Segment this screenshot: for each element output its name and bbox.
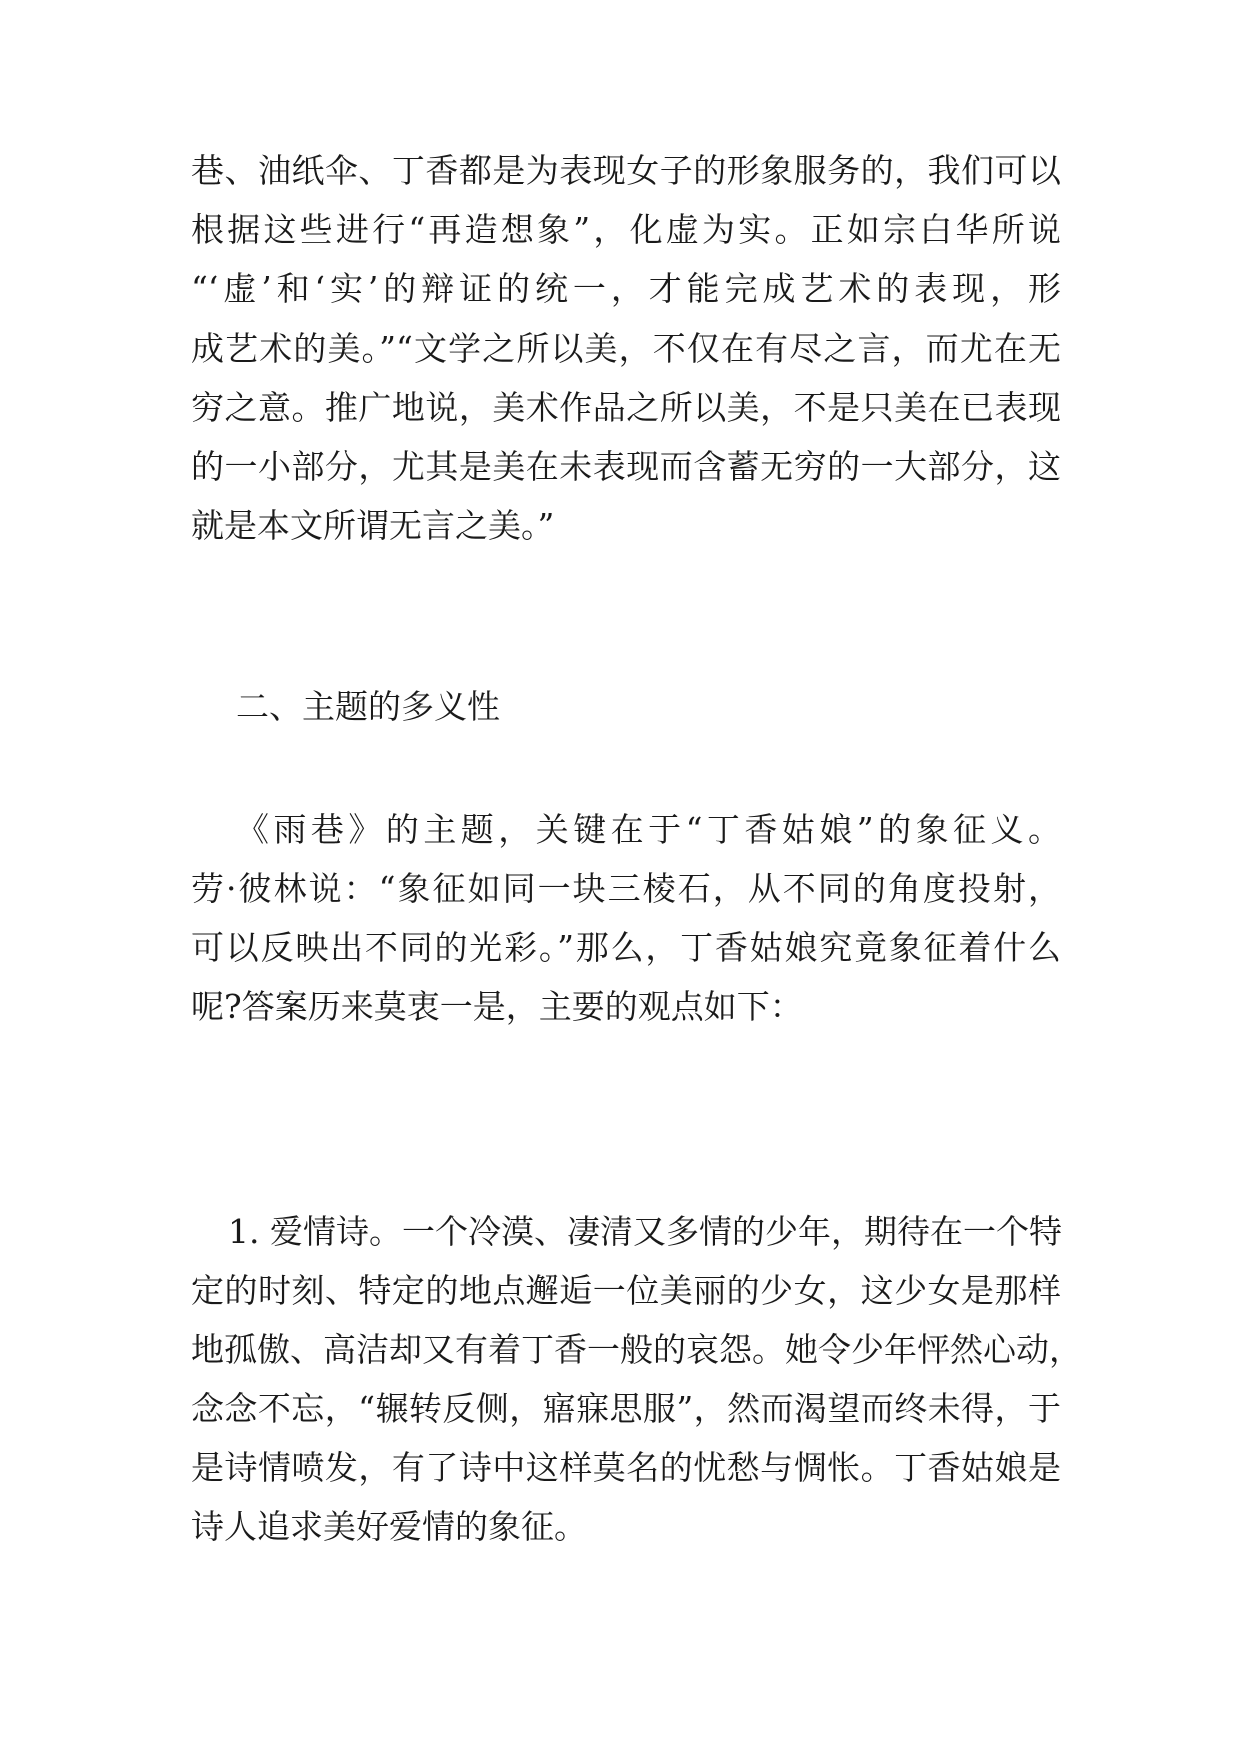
paragraph-line: 巷、油纸伞、丁香都是为表现女子的形象服务的，我们可以 — [191, 151, 1061, 190]
paragraph-line: 定的时刻、特定的地点邂逅一位美丽的少女，这少女是那样 — [191, 1271, 1061, 1310]
paragraph-line: 劳·彼林说：“象征如同一块三棱石，从不同的角度投射， — [191, 869, 1061, 908]
paragraph-line: 1. 爱情诗。一个冷漠、凄清又多情的少年，期待在一个特 — [228, 1212, 1062, 1251]
paragraph-line: 念念不忘，“辗转反侧，寤寐思服”，然而渴望而终未得，于 — [191, 1389, 1061, 1428]
paragraph-line: 呢?答案历来莫衷一是，主要的观点如下： — [191, 987, 803, 1026]
paragraph-line: 诗人追求美好爱情的象征。 — [191, 1507, 587, 1546]
paragraph-line: 根据这些进行“再造想象”，化虚为实。正如宗白华所说 — [191, 210, 1061, 249]
paragraph-line: 成艺术的美。”“文学之所以美，不仅在有尽之言，而尤在无 — [191, 329, 1061, 368]
paragraph-line: 是诗情喷发，有了诗中这样莫名的忧愁与惆怅。丁香姑娘是 — [191, 1448, 1061, 1487]
paragraph-line: 穷之意。推广地说，美术作品之所以美，不是只美在已表现 — [191, 388, 1061, 427]
paragraph-line: 《雨巷》的主题，关键在于“丁香姑娘”的象征义。 — [236, 810, 1061, 849]
paragraph-line: “‘虚’和‘实’的辩证的统一，才能完成艺术的表现，形 — [191, 269, 1061, 308]
paragraph-line: 地孤傲、高洁却又有着丁香一般的哀怨。她令少年怦然心动， — [191, 1330, 1082, 1369]
paragraph-line: 可以反映出不同的光彩。”那么，丁香姑娘究竟象征着什么 — [191, 928, 1061, 967]
section-heading: 二、主题的多义性 — [236, 687, 500, 726]
paragraph-line: 的一小部分，尤其是美在未表现而含蓄无穷的一大部分，这 — [191, 447, 1061, 486]
paragraph-line: 就是本文所谓无言之美。” — [191, 506, 555, 545]
